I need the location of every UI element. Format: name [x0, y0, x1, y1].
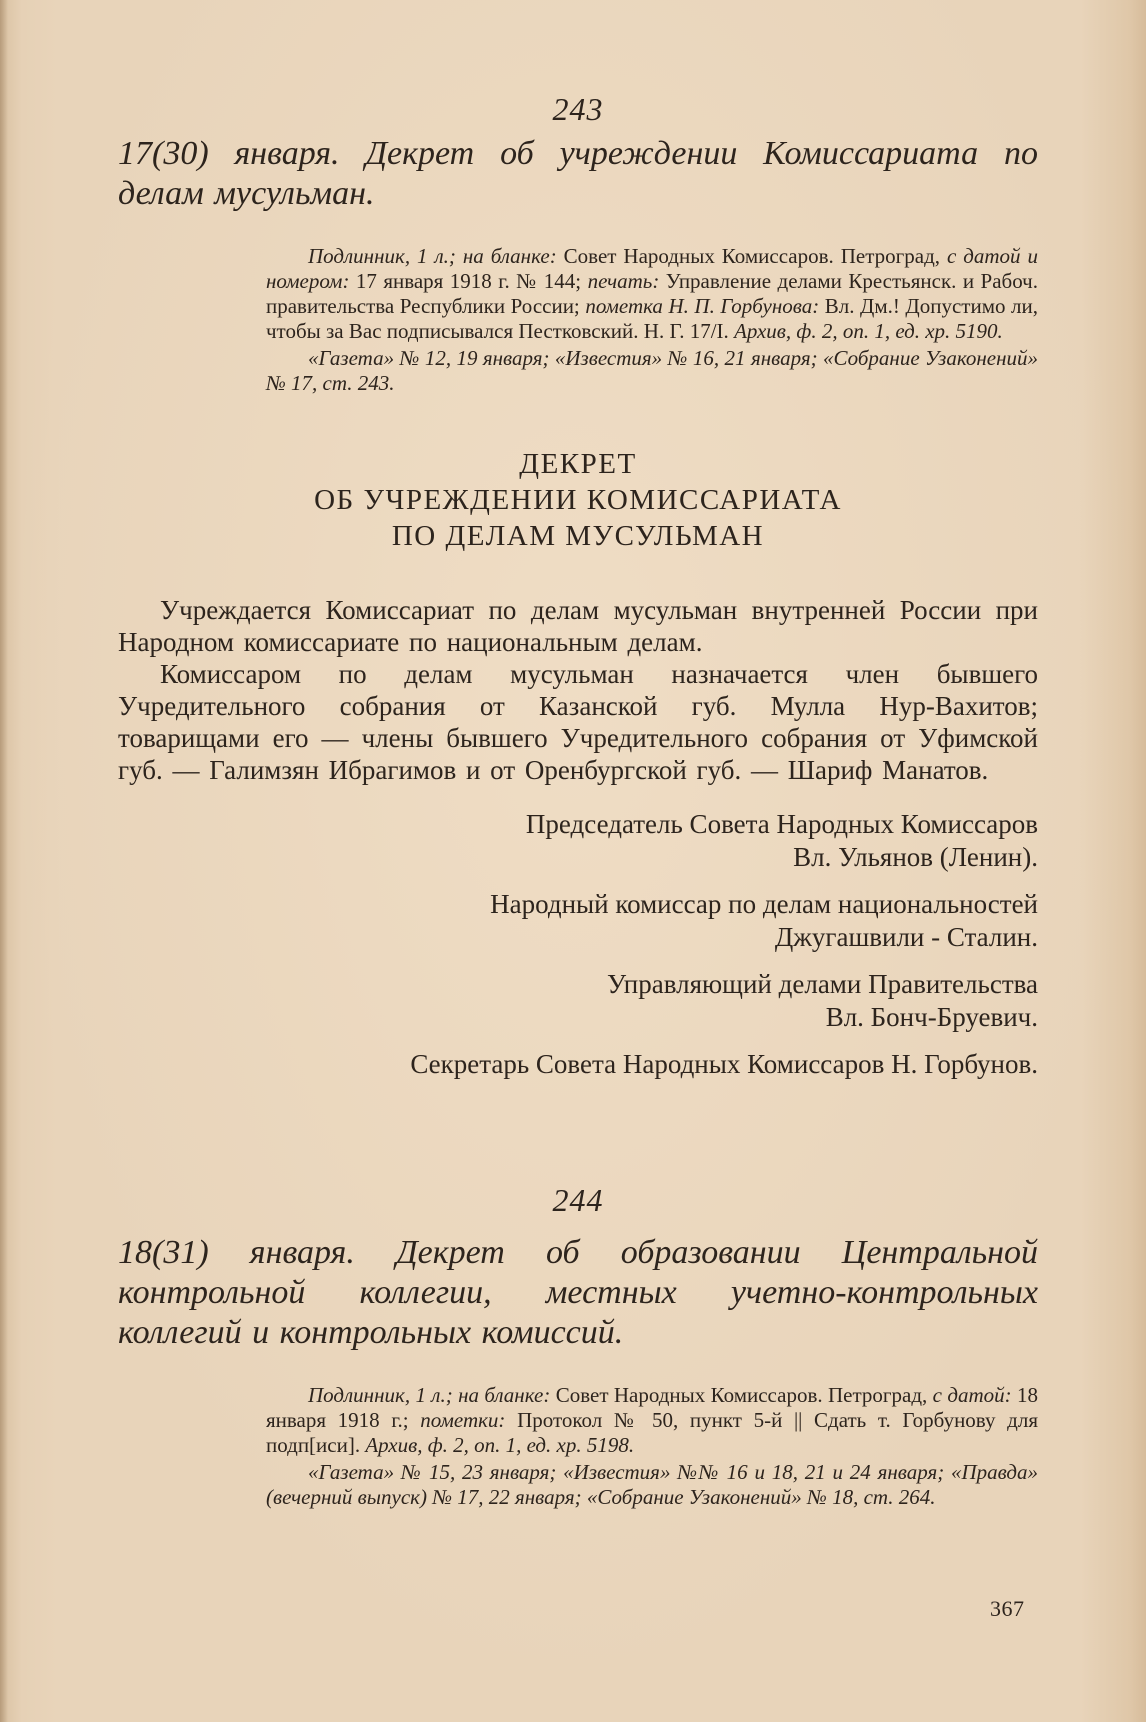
page-number: 367 — [990, 1596, 1025, 1621]
source-notes — [266, 244, 1038, 396]
note-label: Подлинник, 1 л.; на бланке: — [308, 244, 557, 268]
archive-reference: Архив, ф. 2, оп. 1, ед. хр. 5198. — [365, 1433, 635, 1457]
archive-reference: Архив, ф. 2, оп. 1, ед. хр. 5190. — [734, 319, 1003, 343]
note-text: Управление делами Крестьянск. и Рабоч. правительства Республики России; — [266, 269, 1038, 318]
document-244 — [118, 1181, 1038, 1510]
note-label: с датой: — [932, 1383, 1012, 1407]
source-note-publications: «Газета» № 12, 19 января; «Известия» № 16, 21 января; «Собрание Узаконений» № 17, ст. 243. — [266, 346, 1038, 395]
document-number: 243 — [552, 91, 604, 127]
note-label: Подлинник, 1 л.; на бланке: — [308, 1383, 551, 1407]
source-note-original — [266, 244, 1038, 344]
signature-name: Вл. Ульянов (Ленин). — [793, 842, 1038, 872]
decree-title-line-3: ПО ДЕЛАМ МУСУЛЬМАН — [391, 520, 765, 552]
note-text: Совет Народных Комиссаров. Петроград, — [550, 1383, 933, 1407]
note-label: пометка Н. П. Горбунова: — [585, 294, 820, 318]
note-label: печать: — [587, 269, 660, 293]
signature-chairman — [118, 808, 1038, 874]
document-243 — [118, 90, 1038, 1081]
signature-title: Председатель Совета Народных Комиссаров — [525, 809, 1038, 839]
note-label: пометки: — [420, 1408, 506, 1432]
page-edge-shadow — [0, 0, 8, 1722]
note-label: с датой и номером: — [266, 244, 1039, 293]
decree-title-line-2: ОБ УЧРЕЖДЕНИИ КОМИССАРИАТА — [314, 484, 842, 516]
signature-secretary: Секретарь Совета Народных Комиссаров Н. Горбунов. — [410, 1049, 1038, 1079]
source-note-original — [266, 1383, 1038, 1458]
document-heading: 17(30) января. Декрет об учреждении Комиссариата по делам мусульман. — [118, 135, 1038, 212]
signature-title: Управляющий делами Правительства — [607, 969, 1038, 999]
decree-title — [118, 446, 1038, 554]
signature-name: Джугашвили - Сталин. — [774, 922, 1038, 952]
signature-title: Народный комиссар по делам национальностей — [490, 889, 1038, 919]
note-text: Вл. Дм.! Допустимо ли, чтобы за Вас подписывался Пестковский. Н. Г. 17/I. — [266, 294, 1038, 343]
decree-title-line-1: ДЕКРЕТ — [519, 448, 637, 480]
note-text: Совет Народных Комиссаров. Петроград, — [556, 244, 947, 268]
decree-paragraph-2: Комиссаром по делам мусульман назначается член бывшего Учредительного собрания от Казанской губ. Мулла Нур-Вахитов; товарищами его — члены бывшего Учредительного собрания от Уфимской губ. — Галимзян Ибрагимов и от Оренбургской губ. — Шариф Манатов. — [118, 659, 1038, 785]
signature-commissar — [118, 888, 1038, 954]
source-note-publications: «Газета» № 15, 23 января; «Известия» №№ 16 и 18, 21 и 24 января; «Правда» (вечерний выпуск) № 17, 22 января; «Собрание Узаконений» № 18, ст. 264. — [266, 1460, 1038, 1509]
source-notes — [266, 1383, 1038, 1510]
signature-block — [118, 808, 1038, 1081]
note-text: Протокол № 50, пункт 5-й || Сдать т. Горбунову для подп[иси]. — [266, 1408, 1038, 1457]
document-heading: 18(31) января. Декрет об образовании Центральной контрольной коллегии, местных учетно-контрольных коллегий и контрольных комиссий. — [118, 1234, 1038, 1351]
note-text: 18 января 1918 г.; — [266, 1383, 1038, 1432]
document-number: 244 — [552, 1182, 604, 1218]
signature-name: Вл. Бонч-Бруевич. — [825, 1002, 1038, 1032]
decree-paragraph-1: Учреждается Комиссариат по делам мусульман внутренней России при Народном комиссариате по национальным делам. — [118, 595, 1038, 657]
page-content — [118, 90, 1038, 1510]
signature-manager — [118, 968, 1038, 1034]
decree-body — [118, 594, 1038, 786]
note-text: 17 января 1918 г. № 144; — [349, 269, 588, 293]
